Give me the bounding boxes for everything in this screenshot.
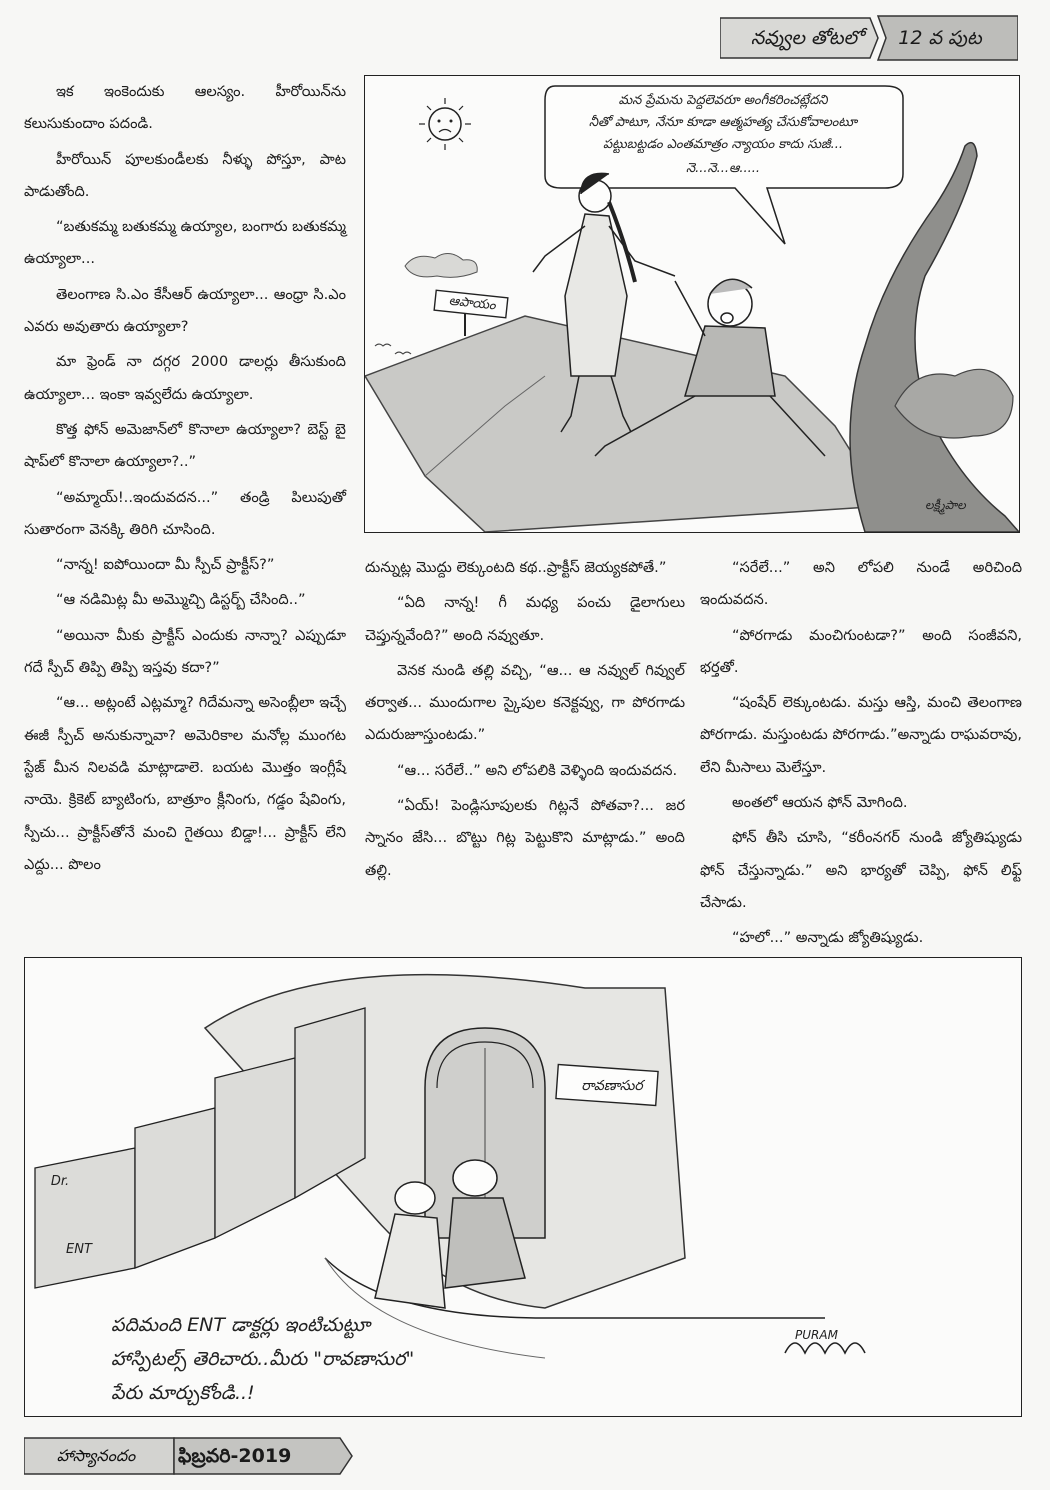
paragraph: “ఏయ్! పెండ్లిసూపులకు గిట్లనే పోతవా?... జర స్నానం జేసి... బొట్టు గిట్ల పెట్టుకొని మాట్లాడు.” అంది తల్లి. xyxy=(365,797,685,879)
paragraph: “ఆ... సరేలే..” అని లోపలికి వెళ్ళింది ఇందువదన. xyxy=(397,761,678,779)
paragraph: “షంషేర్ లెక్కుంటడు. మస్తు ఆస్తి, మంచి తెలంగాణ పోరగాడు. మస్తుంటడు పోరగాడు.”అన్నాడు రాఘవరావు, లేని మీసాలు మెలేస్తూ. xyxy=(700,694,1022,776)
artist-signature: లక్ష్మీపాల xyxy=(925,498,966,512)
magazine-logo: హాస్యానందం xyxy=(56,1446,136,1465)
section-title: నవ్వుల తోటలో xyxy=(750,27,864,49)
cartoon-ent-clinics xyxy=(24,957,1022,1417)
paragraph: దున్నుట్ల మొద్దు లెక్కుంటది కథ..ప్రాక్టీస్ జెయ్యకపోతే.” xyxy=(365,559,667,576)
caption-line-3: పేరు మార్చుకోండి..! xyxy=(111,1382,255,1404)
bubble-line-2: నీతో పాటూ, నేనూ కూడా ఆత్మహత్య చేసుకోవాలంటూ xyxy=(588,115,858,130)
danger-sign-text: ఆపాయం xyxy=(447,293,497,314)
bubble-line-4: నె...నె...ఆ..... xyxy=(685,161,761,176)
artist-signature: PURAM xyxy=(795,1328,838,1342)
tree-drawing xyxy=(850,143,1019,532)
paragraph: ఇక ఇంకెందుకు ఆలస్యం. హీరోయిన్‌ను కలుసుకుందాం పదండి. xyxy=(24,83,346,133)
column-2 xyxy=(365,552,685,890)
page-label: 12 వ పుట xyxy=(898,27,982,49)
bubble-line-1: మన ప్రేమను పెద్దలెవరూ అంగీకరించట్లేదని xyxy=(618,93,828,108)
paragraph: హీరోయిన్ పూలకుండీలకు నీళ్ళు పోస్తూ, పాట పాడుతోంది. xyxy=(24,150,346,200)
cliff-drawing xyxy=(365,316,885,532)
caption-line-2: హాస్పిటల్స్ తెరిచారు..మీరు "రావణాసుర" xyxy=(111,1348,415,1370)
clinic-doctor-label: Dr. xyxy=(50,1174,70,1189)
paragraph: అంతలో ఆయన ఫోన్ మోగింది. xyxy=(732,794,908,812)
paragraph: “ఏది నాన్న! గీ మధ్య పంచు డైలాగులు చెప్తున్నవేంది?” అంది నవ్వుతూ. xyxy=(365,594,685,644)
paragraph: కొత్త ఫోన్ అమెజాన్‌లో కొనాలా ఉయ్యాలా? బెస్ట్ బై షాప్‌లో కొనాలా ఉయ్యాలా?..” xyxy=(24,420,346,471)
clinic-ent-label: ENT xyxy=(66,1242,92,1257)
paragraph: వెనక నుండి తల్లి వచ్చి, “ఆ... ఆ నవ్వుల్ గివ్వుల్ తర్వాత... ముందుగాల స్కైపుల కనెక్టవ్వు, గా పోరగాడు ఎదురుజూస్తుంటడు.” xyxy=(365,661,685,744)
paragraph: “అమ్మాయ్!..ఇందువదన...” తండ్రి పిలుపుతో సుతారంగా వెనక్కి తిరిగి చూసింది. xyxy=(24,488,346,538)
issue-date: ఫిబ్రవరి-2019 xyxy=(178,1445,292,1467)
paragraph: “పోరగాడు మంచిగుంటడా?” అంది సంజీవని, భర్తతో. xyxy=(700,626,1022,676)
sun-drawing xyxy=(419,98,471,150)
paragraph: మా ఫ్రెండ్ నా దగ్గర 2000 డాలర్లు తీసుకుంది ఉయ్యాలా... ఇంకా ఇవ్వలేదు ఉయ్యాలా. xyxy=(24,353,346,403)
paragraph: “ఆ నడిమిట్ల మీ అమ్మొచ్చి డిస్టర్బ్ చేసింది..” xyxy=(56,591,306,609)
column-1 xyxy=(24,76,346,884)
paragraph: తెలంగాణ సి.ఎం కేసీఆర్ ఉయ్యాలా... ఆంధ్రా సి.ఎం ఎవరు అవుతారు ఉయ్యాలా? xyxy=(24,285,346,336)
paragraph: “ఆ... అట్లంటే ఎట్లమ్మా? గిదేమన్నా అసెంబ్లీలా ఇచ్చే ఈజీ స్పీచ్ అనుకున్నావా? అమెరికాల మనోల్ల ముంగట స్టేజ్ మీన నిలవడి మాట్లాడాలె. బయట మొత్తం ఇంగ్లీషే నాయె. క్రికెట్ బ్యాటింగు, బాత్రూం క్లీనింగు, గడ్డం షేవింగు, స్పీచు... ప్రాక్టీస్‌తోనే మంచి గైతయి బిడ్డా!... ప్రాక్టీస్ లేని ఎద్దు... పొలం xyxy=(24,694,346,873)
paragraph: “అయినా మీకు ప్రాక్టీస్ ఎందుకు నాన్నా? ఎప్పుడూ గదే స్పీచ్ తిప్పి తిప్పి ఇస్తవు కదా?” xyxy=(24,626,346,677)
caption-line-1: పదిమంది ENT డాక్టర్లు ఇంటిచుట్టూ xyxy=(111,1314,371,1336)
paragraph: “నాన్న! ఐపోయిందా మీ స్పీచ్ ప్రాక్టీస్?” xyxy=(56,556,275,574)
door-sign-text: రావణాసుర xyxy=(581,1078,643,1094)
cartoon-cliff xyxy=(364,75,1020,533)
paragraph: “హలో...” అన్నాడు జ్యోతిష్యుడు. xyxy=(732,929,924,947)
bubble-line-3: పట్టుబట్టడం ఎంతమాత్రం న్యాయం కాదు సుజీ... xyxy=(603,137,843,152)
paragraph: “సరేలే...” అని లోపలి నుండే అరిచింది ఇందువదన. xyxy=(700,559,1022,609)
paragraph: “బతుకమ్మ బతుకమ్మ ఉయ్యాల, బంగారు బతుకమ్మ ఉయ్యాలా... xyxy=(24,218,346,268)
paragraph: ఫోన్ తీసి చూసి, “కరీంనగర్ నుండి జ్యోతిష్యుడు ఫోన్ చేస్తున్నాడు.” అని భార్యతో చెప్పి, ఫోన్ లిఫ్ట్ చేసాడు. xyxy=(700,829,1022,911)
